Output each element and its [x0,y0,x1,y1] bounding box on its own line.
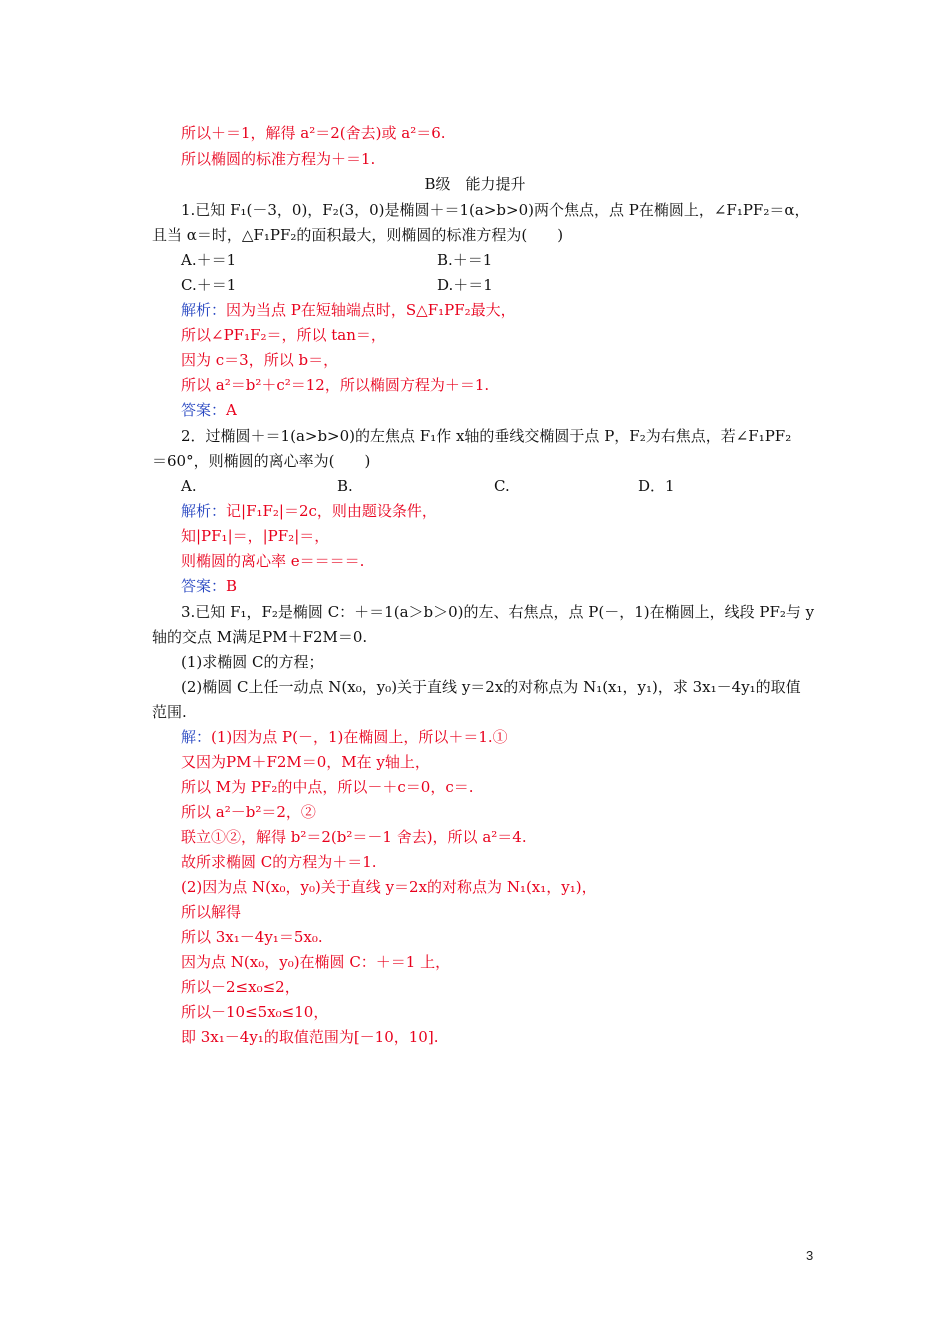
q2-option-a: A. [181,477,197,495]
q3-solution-line-1 [181,727,508,747]
q3-solution-line-3: 所以 M为 PF₂的中点，所以－＋c＝0，c＝. [181,778,474,796]
q3-solution-line-8: 所以解得 [181,903,242,921]
q2-analysis-text-1: 记|F₁F₂|＝2c，则由题设条件， [226,502,437,520]
q1-analysis-label: 解析： [181,301,227,319]
q2-answer-line [181,576,237,596]
intro-line-2: 所以椭圆的标准方程为＋＝1. [181,150,376,168]
intro-line-1: 所以＋＝1，解得 a²＝2(舍去)或 a²＝6. [181,124,446,142]
q2-analysis-line-3: 则椭圆的离心率 e＝＝＝＝. [181,552,365,570]
q3-solution-line-6: 故所求椭圆 C的方程为＋＝1. [181,853,377,871]
q2-stem-line-2: ＝60°，则椭圆的离心率为( ) [152,452,371,470]
q1-option-c: C.＋＝1 [181,276,237,294]
q1-analysis-text-1: 因为当点 P在短轴端点时，S△F₁PF₂最大， [226,301,516,319]
q2-analysis-line-2: 知|PF₁|＝，|PF₂|＝， [181,527,330,545]
q3-solution-line-5: 联立①②，解得 b²＝2(b²＝－1 舍去)，所以 a²＝4. [181,828,527,846]
q1-analysis-line-3: 因为 c＝3，所以 b＝， [181,351,339,369]
q3-solution-line-2: 又因为PM＋F2M＝0，M在 y轴上， [181,753,430,771]
q2-option-c: C. [494,477,510,495]
q3-part-1: (1)求椭圆 C的方程； [181,653,324,671]
q3-solution-line-7: (2)因为点 N(x₀，y₀)关于直线 y＝2x的对称点为 N₁(x₁，y₁)， [181,878,597,896]
q3-solution-text-1: (1)因为点 P(－，1)在椭圆上，所以＋＝1.① [211,728,508,746]
q2-answer-value: B [226,577,238,595]
q1-option-d: D.＋＝1 [437,276,493,294]
q3-part-2-line-2: 范围. [152,703,187,721]
q1-stem-line-1: 1.已知 F₁(－3，0)，F₂(3，0)是椭圆＋＝1(a>b>0)两个焦点，点 P在椭圆上，∠F₁PF₂＝α， [181,201,810,219]
q3-solution-line-11: 所以－2≤x₀≤2， [181,978,300,996]
q1-answer-line [181,400,237,420]
q1-analysis-line-4: 所以 a²＝b²＋c²＝12，所以椭圆方程为＋＝1. [181,376,490,394]
q2-option-b: B. [337,477,353,495]
q3-solution-line-4: 所以 a²－b²＝2，② [181,803,316,821]
q1-stem-line-2: 且当 α＝时，△F₁PF₂的面积最大，则椭圆的标准方程为( ) [152,226,564,244]
q1-analysis-line-1 [181,300,516,320]
q2-stem-line-1: 2．过椭圆＋＝1(a>b>0)的左焦点 F₁作 x轴的垂线交椭圆于点 P，F₂为右焦点，若∠F₁PF₂ [181,427,792,445]
q3-stem-line-2: 轴的交点 M满足PM＋F2M＝0. [152,628,368,646]
q2-option-d: D．1 [638,477,675,495]
q1-analysis-line-2: 所以∠PF₁F₂＝，所以 tan＝， [181,326,386,344]
q3-solution-label: 解： [181,728,212,746]
section-title: B级 能力提升 [424,175,526,193]
q2-answer-label: 答案： [181,577,227,595]
q2-analysis-line-1 [181,501,437,521]
q3-solution-line-13: 即 3x₁－4y₁的取值范围为[－10，10]. [181,1028,439,1046]
q3-part-2-line-1: (2)椭圆 C上任一动点 N(x₀，y₀)关于直线 y＝2x的对称点为 N₁(x₁，y₁)，求 3x₁－4y₁的取值 [181,678,801,696]
q1-answer-label: 答案： [181,401,227,419]
q2-analysis-label: 解析： [181,502,227,520]
q1-answer-value: A [226,401,237,419]
q3-solution-line-9: 所以 3x₁－4y₁＝5x₀. [181,928,323,946]
q1-option-a: A.＋＝1 [181,251,237,269]
q3-stem-line-1: 3.已知 F₁，F₂是椭圆 C：＋＝1(a＞b＞0)的左、右焦点，点 P(－，1)在椭圆上，线段 PF₂与 y [181,603,815,621]
page-number: 3 [806,1248,814,1263]
q3-solution-line-12: 所以－10≤5x₀≤10， [181,1003,329,1021]
q3-solution-line-10: 因为点 N(x₀，y₀)在椭圆 C：＋＝1 上， [181,953,451,971]
q1-option-b: B.＋＝1 [437,251,493,269]
